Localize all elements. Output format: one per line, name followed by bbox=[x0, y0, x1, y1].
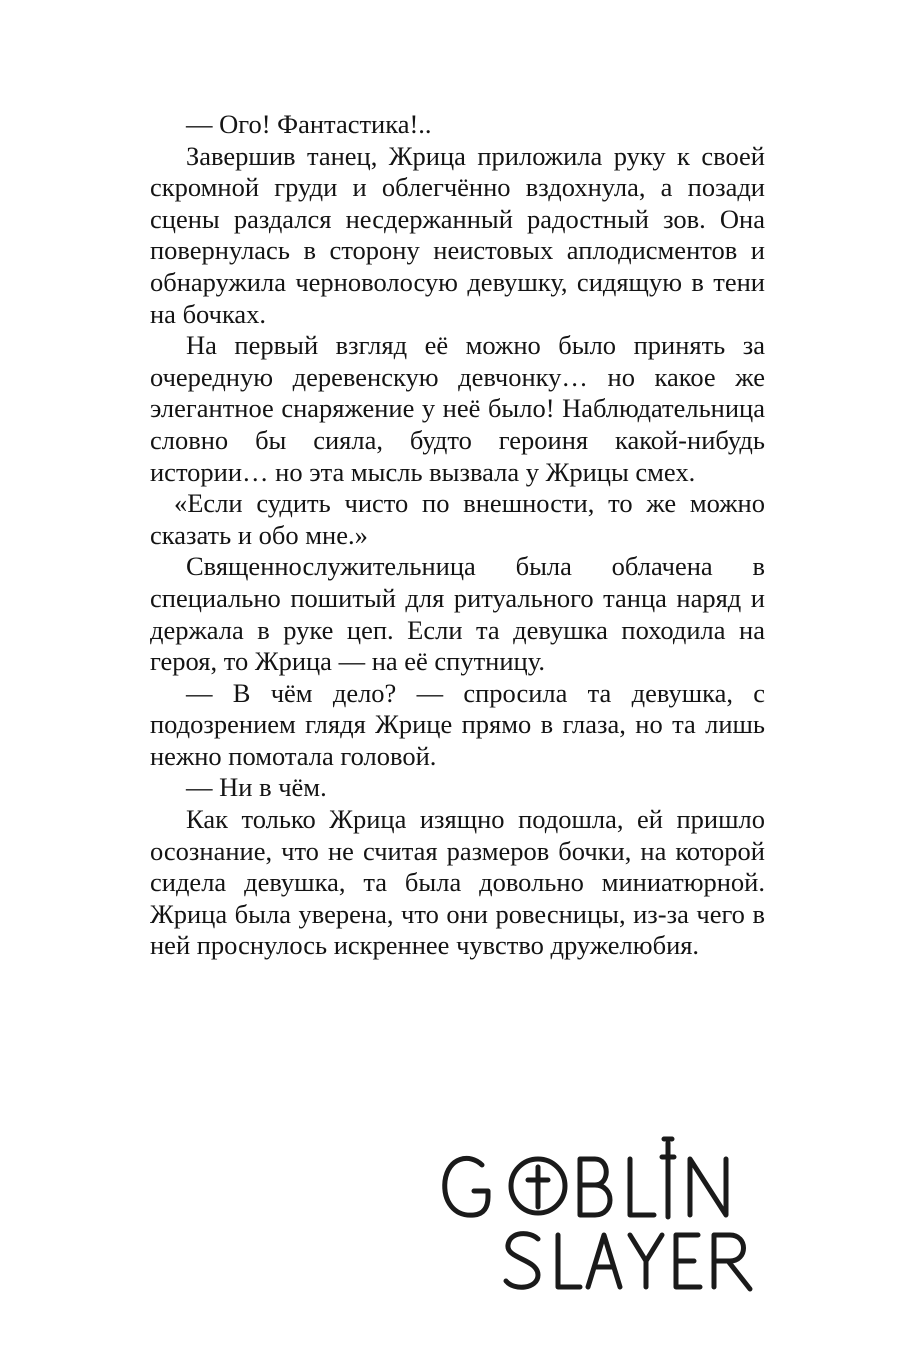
paragraph: — Ого! Фантастика!.. bbox=[186, 109, 432, 139]
paragraph: Завершив танец, Жрица приложила руку к своей скромной груди и облегчённо вздохнула, а позади сцены раздался несдержанный радостный зов. Она повернулась в сторону неистовых аплодисментов и обнаружила черноволосую девушку, сидящую в тени на бочках. bbox=[150, 140, 765, 329]
paragraph: На первый взгляд её можно было принять за очередную деревенскую девчонку… но какое же элегантное снаряжение у неё было! Наблюдательница словно бы сияла, будто героиня какой-нибудь истории… но эта мысль вызвала у Жрицы смех. bbox=[150, 330, 765, 487]
paragraph: — Ни в чём. bbox=[186, 772, 327, 803]
paragraph: Священнослужительница была облачена в специально пошитый для ритуального танца наряд и держала в руке цеп. Если та девушка походила на героя, то Жрица — на её спутницу. bbox=[150, 551, 765, 677]
paragraph: — В чём дело? — спросила та девушка, с подозрением глядя Жрице прямо в глаза, но та лишь нежно помотала головой. bbox=[150, 677, 765, 771]
paragraph-thought: «Если судить чисто по внешности, то же можно сказать и обо мне.» bbox=[150, 488, 765, 550]
page-body-text bbox=[150, 109, 765, 962]
paragraph: Как только Жрица изящно подошла, ей пришло осознание, что не считая размеров бочки, на которой сидела девушка, та была довольно миниатюрной. Жрица была уверена, что они ровесницы, из-за чего в ней проснулось искреннее чувство дружелюбия. bbox=[150, 804, 765, 961]
goblin-slayer-logo bbox=[440, 1135, 810, 1295]
